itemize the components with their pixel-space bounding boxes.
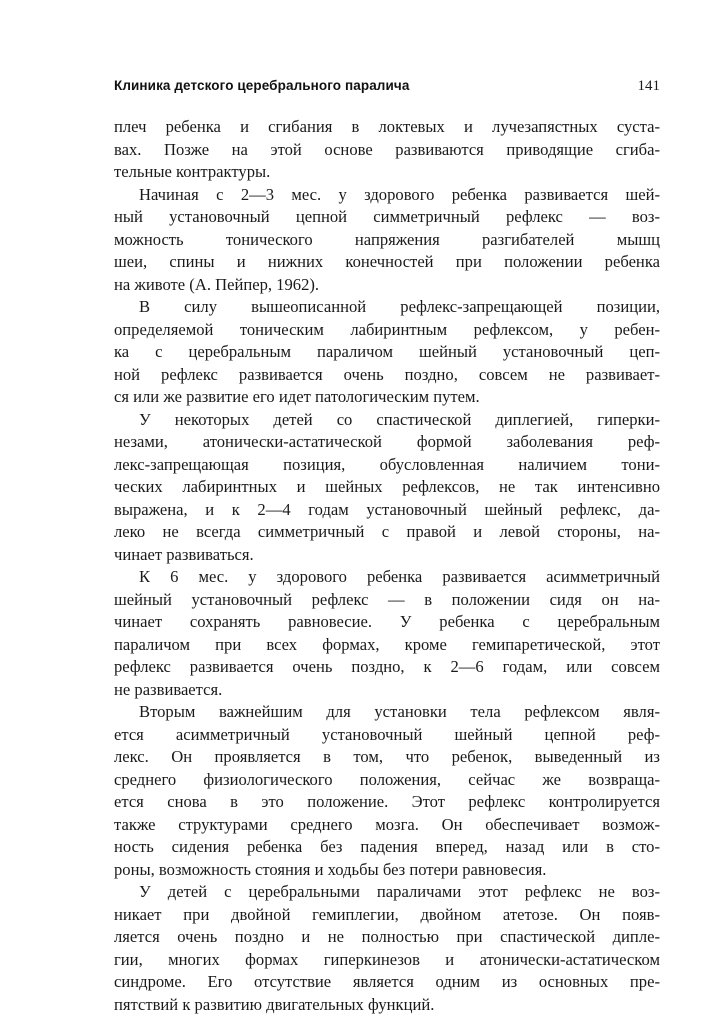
text-line: ной рефлекс развивается очень поздно, совсем не развивает- — [114, 364, 660, 384]
text-line: роны, возможность стояния и ходьбы без потери равновесия. — [114, 859, 547, 879]
page-number: 141 — [637, 78, 660, 94]
text-line: ляется очень поздно и не полностью при спастической дипле- — [114, 927, 660, 946]
text-line: ность сидения ребенка без падения вперед, назад или в сто- — [114, 837, 660, 856]
text-line: чинает развиваться. — [114, 544, 254, 564]
text-line: леко не всегда симметричный с правой и левой стороны, на- — [114, 522, 660, 541]
text-line: выражена, и к 2—4 годам установочный шейный рефлекс, да- — [114, 499, 660, 519]
text-line: К 6 мес. у здорового ребенка развивается асимметричный — [139, 567, 660, 586]
paragraph — [114, 409, 660, 567]
text-line: лекс-запрещающая позиция, обусловленная наличием тони- — [114, 454, 660, 474]
text-line: чинает сохранять равновесие. У ребенка с церебральным — [114, 612, 660, 631]
text-line: пятствий к развитию двигательных функций. — [114, 994, 435, 1014]
text-line: тельные контрактуры. — [114, 162, 271, 181]
text-line: параличом при всех формах, кроме гемипаретической, этот — [114, 634, 660, 654]
text-line: незами, атонически-астатической формой заболевания реф- — [114, 432, 660, 451]
text-line: плеч ребенка и сгибания в локтевых и лучезапястных суста- — [114, 117, 660, 136]
text-line: можность тонического напряжения разгибателей мышц — [114, 229, 660, 249]
text-line: среднего физиологического положения, сейчас же возвраща- — [114, 769, 660, 789]
paragraph — [114, 184, 660, 297]
paragraph — [114, 296, 660, 409]
paragraph — [114, 701, 660, 881]
text-line: У детей с церебральными параличами этот рефлекс не воз- — [139, 882, 660, 901]
text-line: ется асимметричный установочный шейный цепной реф- — [114, 724, 660, 744]
text-line: шеи, спины и нижних конечностей при положении ребенка — [114, 252, 660, 271]
text-line: не развивается. — [114, 679, 223, 699]
text-line: также структурами среднего мозга. Он обеспечивает возмож- — [114, 814, 660, 834]
text-line: ческих лабиринтных и шейных рефлексов, не так интенсивно — [114, 477, 660, 496]
body-text — [114, 116, 660, 1016]
text-line: синдроме. Его отсутствие является одним из основных пре- — [114, 972, 660, 991]
text-line: лекс. Он проявляется в том, что ребенок, выведенный из — [114, 747, 660, 766]
text-line: Начиная с 2—3 мес. у здорового ребенка развивается шей- — [139, 184, 660, 204]
text-line: рефлекс развивается очень поздно, к 2—6 годам, или совсем — [114, 657, 660, 676]
text-line: шейный установочный рефлекс — в положении сидя он на- — [114, 589, 660, 609]
text-line: Вторым важнейшим для установки тела рефлексом явля- — [139, 702, 660, 721]
text-line: вах. Позже на этой основе развиваются приводящие сгиба- — [114, 139, 660, 159]
text-line: ется снова в это положение. Этот рефлекс контролируется — [114, 792, 660, 811]
paragraph — [114, 566, 660, 701]
chapter-title: Клиника детского церебрального паралича — [114, 78, 410, 93]
text-line: У некоторых детей со спастической диплегией, гиперки- — [139, 409, 660, 429]
text-line: определяемой тоническим лабиринтным рефлексом, у ребен- — [114, 319, 660, 339]
text-line: ся или же развитие его идет патологическим путем. — [114, 387, 480, 406]
text-line: на животе (А. Пейпер, 1962). — [114, 274, 320, 294]
text-line: ка с церебральным параличом шейный установочный цеп- — [114, 342, 660, 361]
running-head — [114, 78, 660, 100]
text-line: ный установочный цепной симметричный рефлекс — воз- — [114, 207, 660, 226]
paragraph — [114, 881, 660, 1016]
text-line: никает при двойной гемиплегии, двойном атетозе. Он появ- — [114, 904, 660, 924]
text-line: В силу вышеописанной рефлекс-запрещающей позиции, — [139, 297, 660, 316]
text-line: гии, многих формах гиперкинезов и атонически-астатическом — [114, 949, 660, 969]
paragraph — [114, 116, 660, 184]
